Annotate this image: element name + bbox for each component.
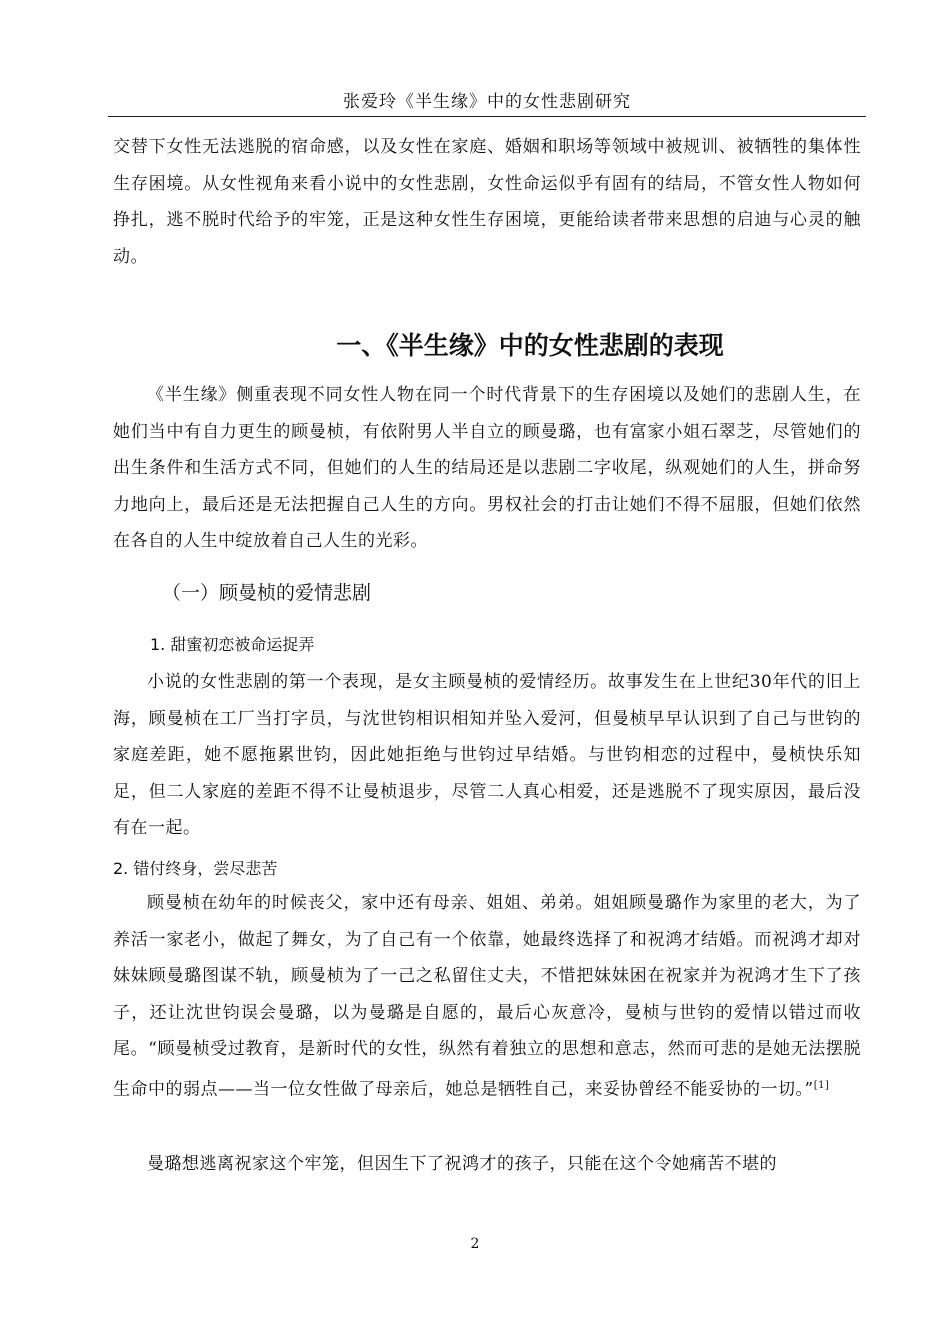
item1-title: 1. 甜蜜初恋被命运捉弄 [150, 635, 315, 654]
item2-paragraph [113, 885, 861, 1108]
item2-text: 顾曼桢在幼年的时候丧父，家中还有母亲、姐姐、弟弟。姐姐顾曼璐作为家里的老大，为了养活一家老小，做起了舞女，为了自己有一个依靠，她最终选择了和祝鸿才结婚。而祝鸿才却对妹妹顾曼璐图谋不轨，顾曼桢为了一己之私留住丈夫，不惜把妹妹困在祝家并为祝鸿才生下了孩子，还让沈世钧误会曼璐，以为曼璐是自愿的，最后心灰意冷，曼桢与世钧的爱情以错过而收尾。“顾曼桢受过教育，是新时代的女性，纵然有着独立的思想和意志，然而可悲的是她无法摆脱生命中的弱点——当一位女性做了母亲后，她总是牺牲自己，来妥协曾经不能妥协的一切。” [113, 893, 861, 1100]
section-paragraph: 《半生缘》侧重表现不同女性人物在同一个时代背景下的生存困境以及她们的悲剧人生，在她们当中有自力更生的顾曼桢，有依附男人半自立的顾曼璐，也有富家小姐石翠芝，尽管她们的出生条件和生活方式不同，但她们的人生的结局还是以悲剧二字收尾，纵观她们的人生，拼命努力地向上，最后还是无法把握自己人生的方向。男权社会的打击让她们不得不屈服，但她们依然在各自的人生中绽放着自己人生的光彩。 [113, 385, 861, 551]
page-number: 2 [470, 1236, 480, 1252]
item2-title: 2. 错付终身，尝尽悲苦 [113, 859, 278, 878]
page-header [108, 90, 866, 117]
subsection-title: （一）顾曼桢的爱情悲剧 [162, 582, 372, 604]
intro-paragraph: 交替下女性无法逃脱的宿命感，以及女性在家庭、婚姻和职场等领域中被规训、被牺牲的集体性生存困境。从女性视角来看小说中的女性悲剧，女性命运似乎有固有的结局，不管女性人物如何挣扎，逃不脱时代给予的牢笼，正是这种女性生存困境，更能给读者带来思想的启迪与心灵的触动。 [113, 137, 861, 267]
item1-paragraph: 小说的女性悲剧的第一个表现，是女主顾曼桢的爱情经历。故事发生在上世纪30年代的旧上海，顾曼桢在工厂当打字员，与沈世钧相识相知并坠入爱河，但曼桢早早认识到了自己与世钧的家庭差距，她不愿拖累世钧，因此她拒绝与世钧过早结婚。与世钧相恋的过程中，曼桢快乐知足，但二人家庭的差距不得不让曼桢退步，尽管二人真心相爱，还是逃脱不了现实原因，最后没有在一起。 [113, 672, 861, 838]
section-title: 一、《半生缘》中的女性悲剧的表现 [336, 331, 724, 360]
last-paragraph: 曼璐想逃离祝家这个牢笼，但因生下了祝鸿才的孩子，只能在这个令她痛苦不堪的 [147, 1154, 777, 1174]
header-title: 张爱玲《半生缘》中的女性悲剧研究 [343, 92, 631, 112]
citation-marker: [1] [813, 1079, 830, 1091]
